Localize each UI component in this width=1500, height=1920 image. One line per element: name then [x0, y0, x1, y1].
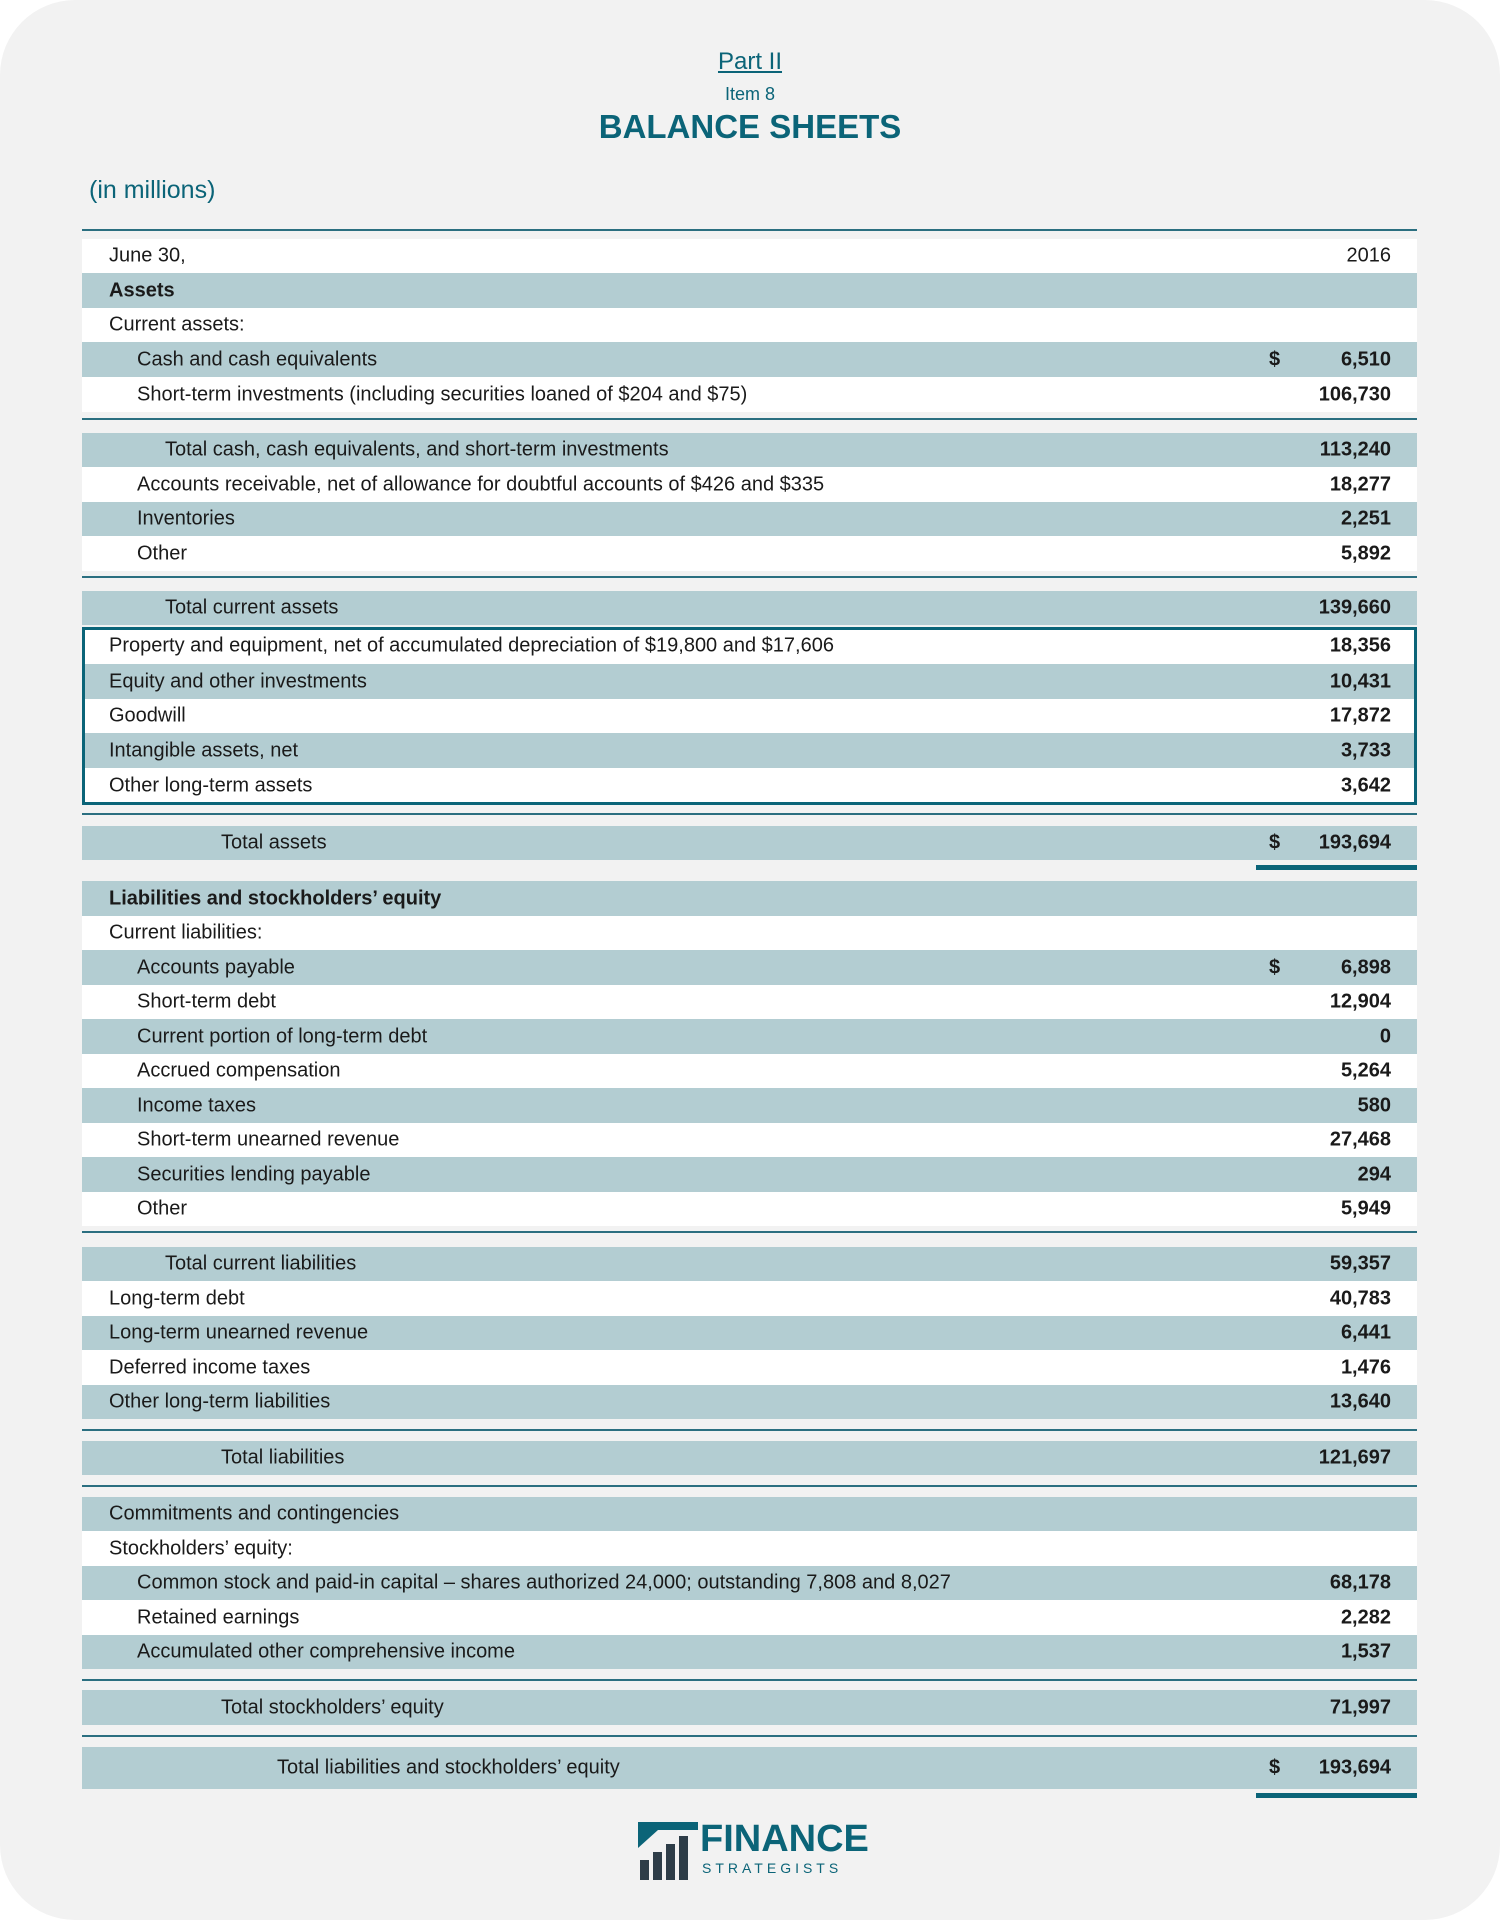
page-title: BALANCE SHEETS — [598, 108, 902, 145]
total-row — [82, 1441, 1417, 1475]
row-value: 5,892 — [1340, 542, 1391, 564]
row-label: Accounts receivable, net of allowance for doubtful accounts of $426 and $335 — [137, 473, 825, 495]
table-row — [82, 502, 1417, 536]
row-value: 294 — [1357, 1163, 1391, 1185]
row-label: Income taxes — [137, 1094, 256, 1116]
row-value: 59,357 — [1329, 1252, 1391, 1275]
row-value: 2,251 — [1340, 507, 1391, 530]
divider — [82, 1679, 1417, 1681]
highlight-box — [82, 627, 1417, 805]
divider — [82, 576, 1417, 578]
row-label: Accumulated other comprehensive income — [137, 1640, 515, 1663]
currency-symbol: $ — [1269, 348, 1281, 370]
section-heading — [82, 881, 1417, 916]
double-underline — [1256, 1793, 1417, 1798]
row-label: Common stock and paid-in capital – shares authorized 24,000; outstanding 7,808 and 8,027 — [137, 1571, 951, 1594]
table-row — [82, 1019, 1417, 1054]
units-note: (in millions) — [89, 176, 216, 204]
row-value: 3,642 — [1340, 774, 1391, 796]
row-value: 17,872 — [1329, 704, 1391, 727]
part-link[interactable]: Part II — [717, 48, 783, 75]
total-row — [82, 826, 1417, 860]
currency-symbol: $ — [1269, 956, 1281, 978]
row-value: 1,476 — [1340, 1356, 1391, 1378]
row-value: 2,282 — [1340, 1606, 1391, 1628]
table-row — [82, 1054, 1417, 1088]
table-row — [82, 1566, 1417, 1600]
table-row — [82, 1316, 1417, 1350]
year-label: 2016 — [1346, 244, 1391, 267]
table-row — [82, 1350, 1417, 1385]
row-value: 580 — [1357, 1094, 1391, 1116]
section-heading — [82, 273, 1417, 308]
logo-wordmark: FINANCE — [700, 1818, 869, 1860]
row-value: 121,697 — [1318, 1446, 1391, 1469]
finance-strategists-logo — [638, 1818, 869, 1882]
divider — [82, 418, 1417, 420]
table-row — [82, 433, 1417, 467]
table-row — [82, 467, 1417, 502]
row-label: Equity and other investments — [109, 670, 367, 692]
row-value: 13,640 — [1329, 1390, 1391, 1413]
currency-symbol: $ — [1269, 1756, 1281, 1779]
grand-total-row — [82, 1747, 1417, 1789]
row-label: Securities lending payable — [137, 1163, 371, 1185]
divider — [82, 813, 1417, 815]
total-row — [82, 1690, 1417, 1725]
row-label: Deferred income taxes — [109, 1356, 311, 1378]
current-liabilities-heading: Current liabilities: — [109, 921, 263, 944]
row-label: Total liabilities and stockholders’ equity — [277, 1756, 620, 1779]
table-row — [82, 1157, 1417, 1192]
row-label: Property and equipment, net of accumulated depreciation of $19,800 and $17,606 — [109, 634, 834, 657]
row-label: Long-term debt — [109, 1287, 245, 1309]
date-label: June 30, — [109, 244, 186, 267]
row-label: Total assets — [221, 831, 327, 854]
row-label: Inventories — [137, 507, 235, 530]
subsection-heading — [82, 916, 1417, 950]
table-row — [82, 1635, 1417, 1669]
row-label: Total current assets — [165, 596, 339, 619]
divider — [82, 229, 1417, 231]
table-row — [82, 1192, 1417, 1226]
logo-mark-icon — [638, 1818, 698, 1882]
row-label: Total liabilities — [221, 1446, 345, 1469]
equity-heading: Stockholders’ equity: — [109, 1537, 293, 1559]
table-row — [82, 1497, 1417, 1531]
row-label: Accrued compensation — [137, 1059, 341, 1082]
table-row — [82, 591, 1417, 625]
row-value: 6,510 — [1340, 348, 1391, 370]
divider — [82, 1429, 1417, 1431]
divider — [82, 1735, 1417, 1737]
row-value: 3,733 — [1340, 739, 1391, 761]
row-value: 5,949 — [1340, 1197, 1391, 1220]
row-value: 71,997 — [1329, 1696, 1391, 1718]
row-label: Short-term unearned revenue — [137, 1128, 400, 1151]
row-value: 10,431 — [1329, 670, 1391, 692]
row-label: Short-term investments (including securities loaned of $204 and $75) — [137, 383, 748, 405]
row-label: Total current liabilities — [165, 1252, 357, 1275]
current-assets-heading: Current assets: — [109, 313, 245, 336]
double-underline — [1256, 865, 1417, 870]
table-row — [82, 1385, 1417, 1419]
table-header-row — [82, 239, 1417, 273]
divider — [82, 1485, 1417, 1487]
row-label: Short-term debt — [137, 990, 276, 1013]
row-label: Commitments and contingencies — [109, 1502, 400, 1525]
table-row — [82, 1281, 1417, 1316]
item-label: Item 8 — [724, 84, 776, 104]
row-label: Total stockholders’ equity — [221, 1696, 444, 1718]
row-label: Other long-term liabilities — [109, 1390, 331, 1413]
row-label: Other — [137, 1197, 188, 1220]
row-label: Long-term unearned revenue — [109, 1321, 369, 1344]
row-value: 106,730 — [1318, 383, 1391, 405]
row-value: 5,264 — [1340, 1059, 1391, 1082]
subsection-heading — [82, 1531, 1417, 1566]
row-label: Goodwill — [109, 704, 186, 727]
row-value: 18,356 — [1329, 634, 1391, 657]
table-row — [82, 950, 1417, 985]
row-value: 27,468 — [1329, 1128, 1391, 1151]
row-label: Total cash, cash equivalents, and short-term investments — [165, 438, 669, 461]
row-value: 6,441 — [1340, 1321, 1391, 1344]
row-value: 1,537 — [1340, 1640, 1391, 1663]
row-value: 193,694 — [1318, 1756, 1391, 1779]
row-value: 68,178 — [1329, 1571, 1391, 1594]
row-value: 18,277 — [1329, 473, 1391, 495]
row-value: 113,240 — [1319, 438, 1391, 461]
row-value: 0 — [1379, 1025, 1391, 1047]
table-row — [82, 342, 1417, 377]
liabilities-heading: Liabilities and stockholders’ equity — [109, 887, 442, 909]
table-row — [82, 1247, 1417, 1281]
row-label: Current portion of long-term debt — [137, 1025, 428, 1047]
row-label: Accounts payable — [137, 956, 295, 978]
table-row — [82, 536, 1417, 571]
table-row — [82, 985, 1417, 1019]
table-row — [82, 1123, 1417, 1157]
logo-subtitle: STRATEGISTS — [702, 1860, 843, 1876]
row-value: 12,904 — [1329, 990, 1391, 1013]
currency-symbol: $ — [1269, 831, 1281, 854]
row-value: 193,694 — [1318, 831, 1391, 854]
row-label: Other long-term assets — [109, 774, 313, 796]
row-label: Cash and cash equivalents — [137, 348, 378, 370]
table-row — [82, 1088, 1417, 1123]
row-value: 139,660 — [1318, 596, 1391, 619]
row-value: 40,783 — [1329, 1287, 1391, 1309]
table-row — [82, 377, 1417, 412]
divider — [82, 1231, 1417, 1233]
row-label: Other — [137, 542, 188, 564]
subsection-heading — [82, 308, 1417, 342]
row-value: 6,898 — [1340, 956, 1391, 978]
row-label: Retained earnings — [137, 1606, 300, 1628]
assets-heading: Assets — [109, 279, 175, 301]
row-label: Intangible assets, net — [109, 739, 299, 761]
table-row — [82, 1600, 1417, 1635]
